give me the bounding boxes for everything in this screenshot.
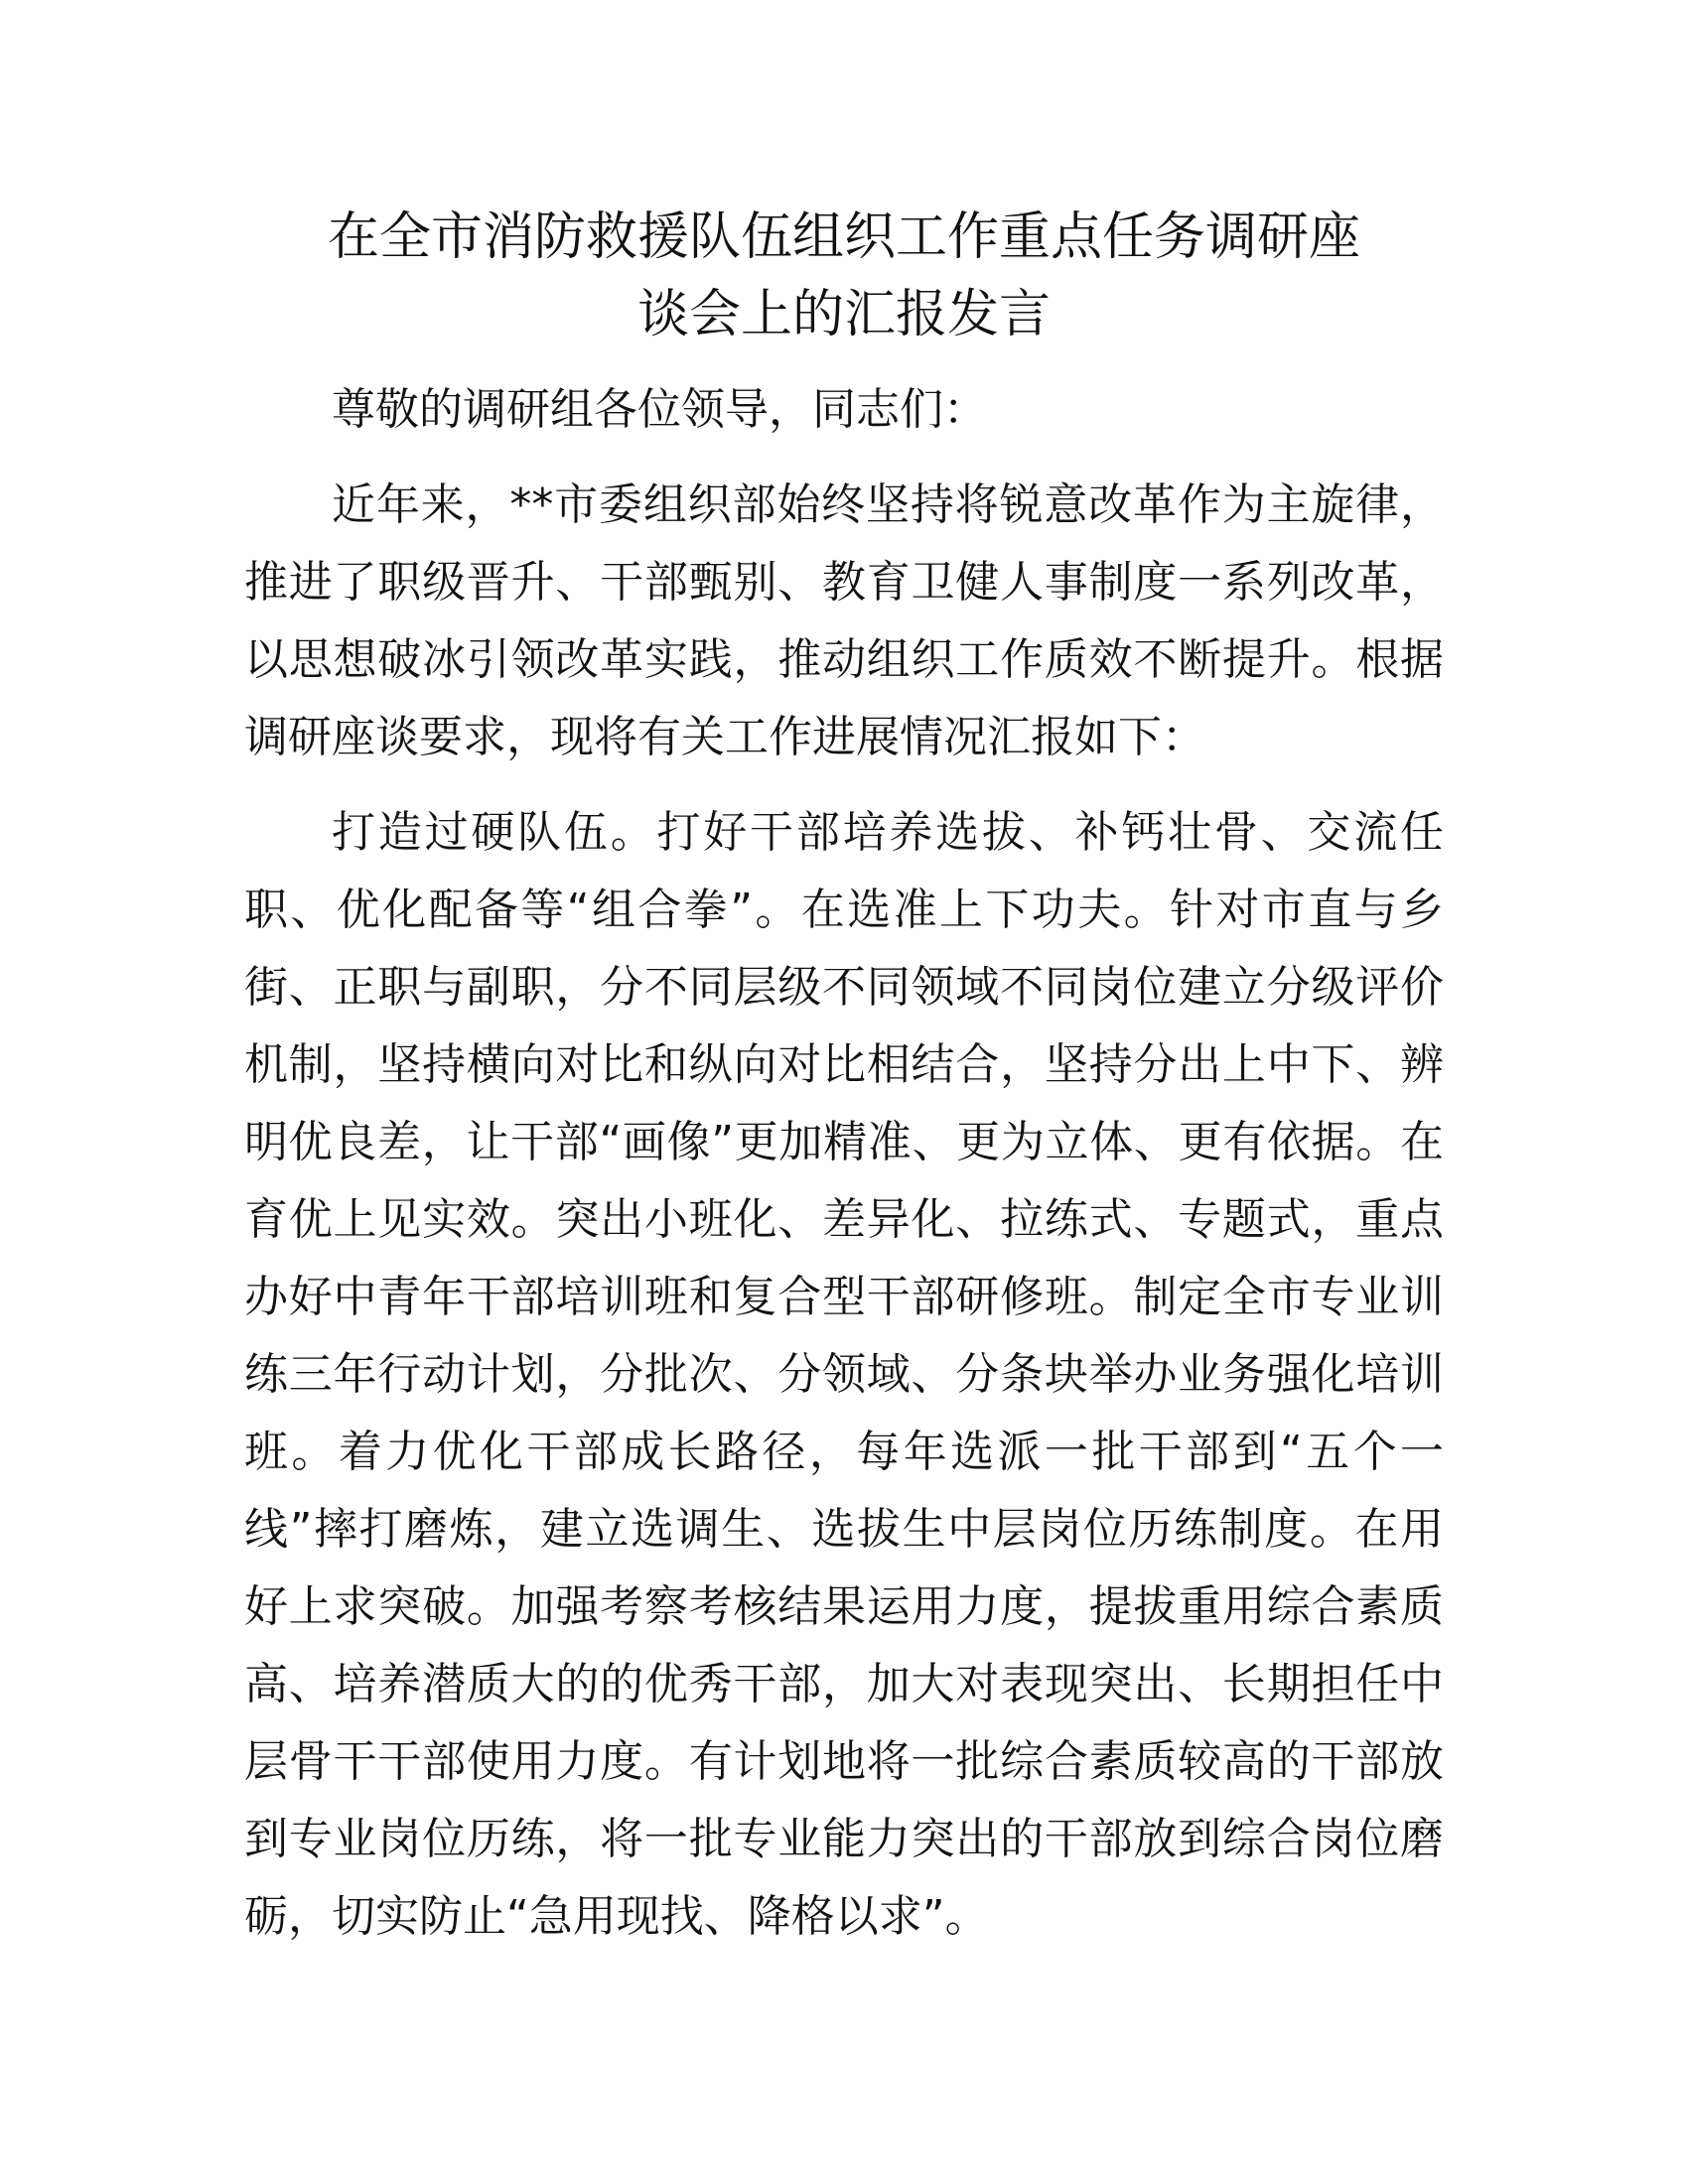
title-line-1: 在全市消防救援队伍组织工作重点任务调研座 bbox=[327, 207, 1360, 267]
title-line-2: 谈会上的汇报发言 bbox=[636, 285, 1051, 344]
document-body bbox=[244, 199, 1444, 1956]
paragraph-team-building: 打造过硬队伍。打好干部培养选拔、补钙壮骨、交流任职、优化配备等“组合拳”。在选准上下功夫。针对市直与乡街、正职与副职，分不同层级不同领域不同岗位建立分级评价机制，坚持横向对比和纵向对比相结合，坚持分出上中下、辨明优良差，让干部“画像”更加精准、更为立体、更有依据。在育优上见实效。突出小班化、差异化、拉练式、专题式，重点办好中青年干部培训班和复合型干部研修班。制定全市专业训练三年行动计划，分批次、分领域、分条块举办业务强化培训班。着力优化干部成长路径，每年选派一批干部到“五个一线”摔打磨炼，建立选调生、选拔生中层岗位历练制度。在用好上求突破。加强考察考核结果运用力度，提拔重用综合素质高、培养潜质大的的优秀干部，加大对表现突出、长期担任中层骨干干部使用力度。有计划地将一批综合素质较高的干部放到专业岗位历练，将一批专业能力突出的干部放到综合岗位磨砺，切实防止“急用现找、降格以求”。 bbox=[244, 807, 1444, 1942]
document-title bbox=[244, 199, 1444, 353]
salutation: 尊敬的调研组各位领导，同志们： bbox=[332, 384, 987, 435]
paragraph-intro: 近年来，**市委组织部始终坚持将锐意改革作为主旋律，推进了职级晋升、干部甄别、教育卫健人事制度一系列改革，以思想破冰引领改革实践，推动组织工作质效不断提升。根据调研座谈要求，现将有关工作进展情况汇报如下： bbox=[244, 479, 1444, 762]
